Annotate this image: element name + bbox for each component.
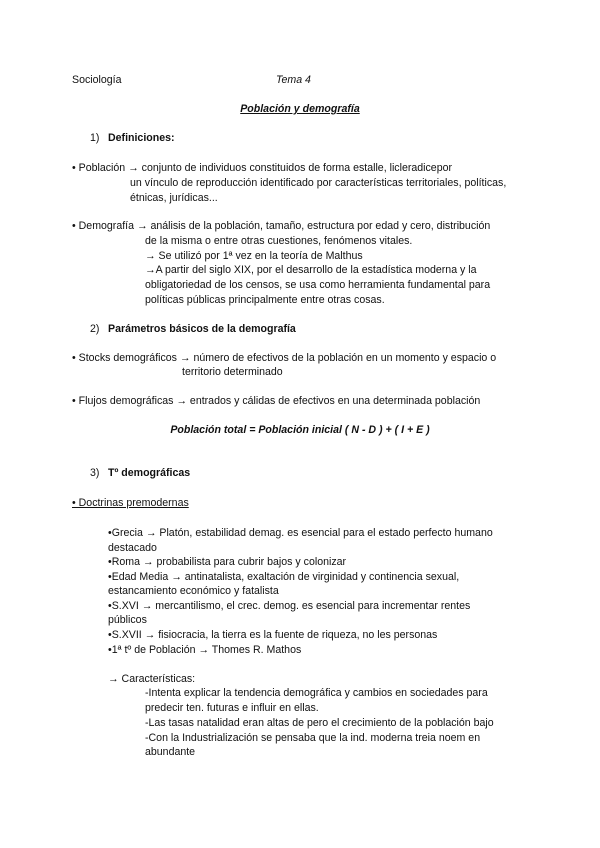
page-title: Población y demografía xyxy=(240,103,360,115)
caracteristica-line-3: -Las tasas natalidad eran altas de pero el crecimiento de la población bajo xyxy=(145,717,494,729)
poblacion-line-1: • Población → conjunto de individuos constituidos de forma estalle, licleradicepor xyxy=(72,162,452,174)
section-2-title: Parámetros básicos de la demografía xyxy=(108,323,296,335)
doctrina-line-1: •Grecia → Platón, estabilidad demag. es esencial para el estado perfecto humano xyxy=(108,527,493,539)
caracteristica-line-2: predecir ten. futuras e influir en ellas. xyxy=(145,702,319,714)
header-subject: Sociología xyxy=(72,74,122,86)
doctrina-line-5: estancamiento económico y fatalista xyxy=(108,585,279,597)
header-unit: Tema 4 xyxy=(276,74,311,86)
doctrina-line-6: •S.XVI → mercantilismo, el crec. demog. es esencial para incrementar rentes xyxy=(108,600,471,612)
doctrina-line-8: •S.XVII → fisiocracia, la tierra es la fuente de riqueza, no les personas xyxy=(108,629,438,641)
demografia-line-5: obligatoriedad de los censos, se usa como herramienta fundamental para xyxy=(145,279,491,291)
caracteristicas-heading: → Características: xyxy=(108,673,196,685)
caracteristica-line-4: -Con la Industrialización se pensaba que la ind. moderna treia noem en xyxy=(145,732,481,744)
doctrina-line-2: destacado xyxy=(108,542,157,554)
demografia-line-6: políticas públicas principalmente entre otras cosas. xyxy=(145,294,385,306)
section-3-number: 3) xyxy=(90,467,100,479)
section-1-title: Definiciones: xyxy=(108,132,175,144)
caracteristica-line-5: abundante xyxy=(145,746,196,758)
poblacion-line-3: étnicas, jurídicas... xyxy=(130,192,218,204)
doctrina-line-3: •Roma → probabilista para cubrir bajos y colonizar xyxy=(108,556,347,568)
section-3-title: Tº demográficas xyxy=(108,467,191,479)
population-formula: Población total = Población inicial ( N - D ) + ( I + E ) xyxy=(170,424,430,436)
doctrina-line-4: •Edad Media → antinatalista, exaltación de virginidad y continencia sexual, xyxy=(108,571,460,583)
demografia-line-2: de la misma o entre otras cuestiones, fenómenos vitales. xyxy=(145,235,413,247)
caracteristica-line-1: -Intenta explicar la tendencia demográfica y cambios en sociedades para xyxy=(145,687,488,699)
demografia-line-1: • Demografía → análisis de la población, tamaño, estructura por edad y cero, distribución xyxy=(72,220,491,232)
stocks-line-2: territorio determinado xyxy=(182,366,283,378)
stocks-line-1: • Stocks demográficos → número de efectivos de la población en un momento y espacio o xyxy=(72,352,497,364)
section-2-number: 2) xyxy=(90,323,100,335)
doctrina-line-7: públicos xyxy=(108,614,147,626)
demografia-line-3: → Se utilizó por 1ª vez en la teoría de Malthus xyxy=(145,250,363,262)
demografia-line-4: →A partir del siglo XIX, por el desarrollo de la estadística moderna y la xyxy=(145,264,477,276)
poblacion-line-2: un vínculo de reproducción identificado por características territoriales, políticas, xyxy=(130,177,507,189)
flujos-line: • Flujos demográficas → entrados y cálidas de efectivos en una determinada población xyxy=(72,395,481,407)
doctrina-line-9: •1ª tº de Población → Thomes R. Mathos xyxy=(108,644,302,656)
doctrinas-heading: • Doctrinas premodernas xyxy=(72,497,189,509)
section-1-number: 1) xyxy=(90,132,100,144)
